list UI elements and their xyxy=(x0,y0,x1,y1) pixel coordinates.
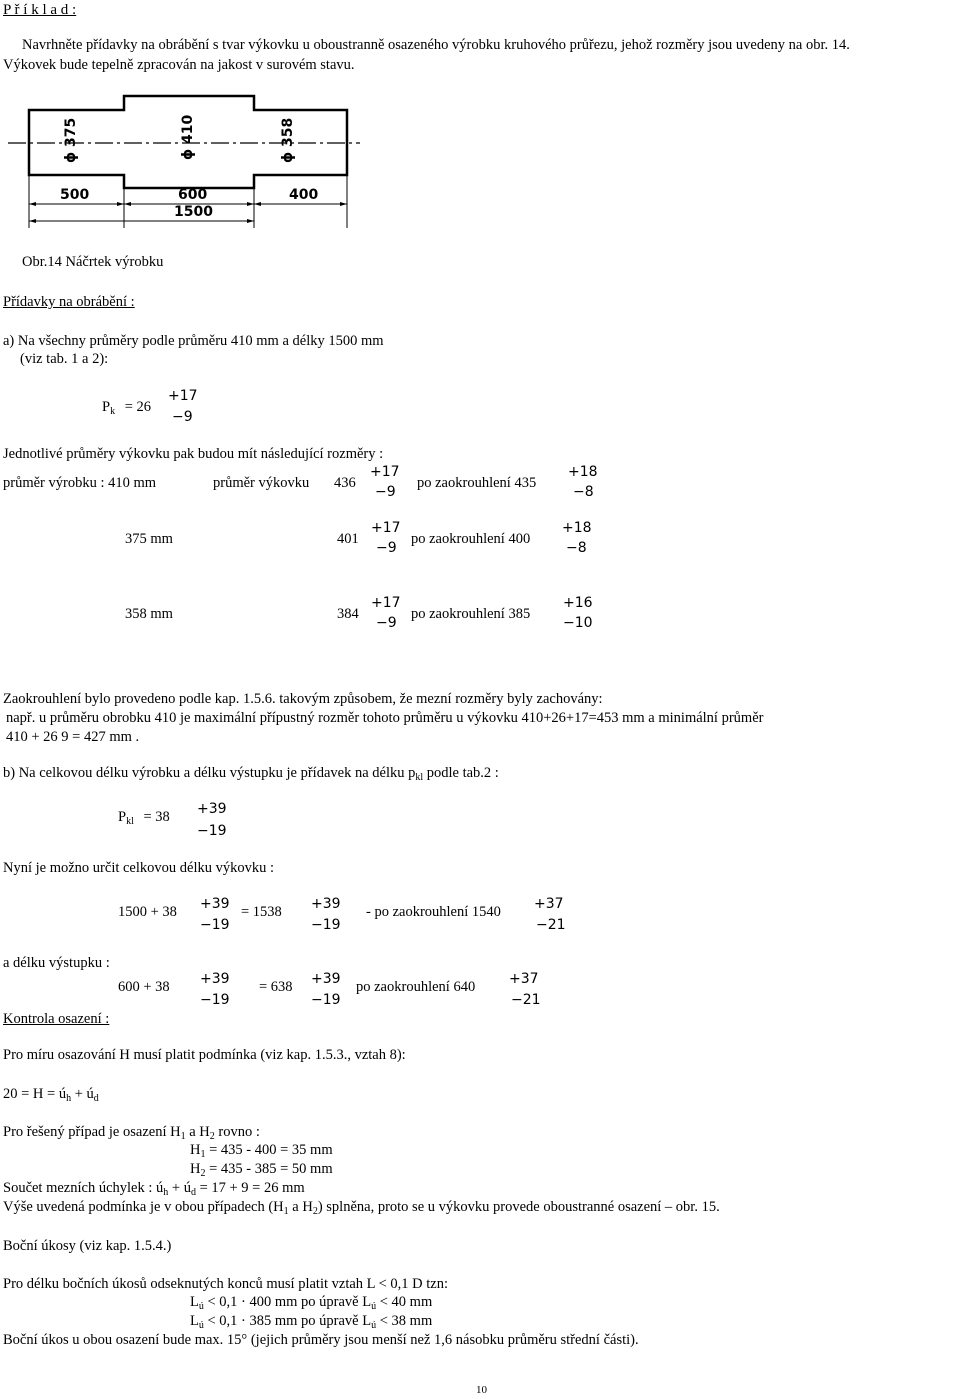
row1-upper-tolerance: +17 xyxy=(370,464,400,480)
check-formula-b: + ú xyxy=(71,1086,94,1102)
length-b-tail: podle tab.2 : xyxy=(423,765,499,781)
part-sketch xyxy=(0,0,960,240)
slope-l1 xyxy=(190,1295,432,1310)
page-number: 10 xyxy=(476,1384,487,1396)
row3-round-lower: −10 xyxy=(563,615,593,631)
total-eq: = 1538 xyxy=(241,904,282,920)
step-round-upper: +37 xyxy=(509,971,539,987)
dia-left-label: ϕ 375 xyxy=(63,117,79,163)
row2-round-lower: −8 xyxy=(566,540,587,556)
row2-round-upper: +18 xyxy=(562,520,592,536)
step-upper-1: +39 xyxy=(200,971,230,987)
sum-a: Součet mezních úchylek : ú xyxy=(3,1180,164,1196)
rounding-note-3: 410 + 26 9 = 427 mm . xyxy=(6,729,140,745)
pk-lower-tolerance: −9 xyxy=(172,409,193,425)
row3-value: 384 xyxy=(337,606,359,622)
row1-round-lower: −8 xyxy=(573,484,594,500)
sum-line xyxy=(3,1181,305,1196)
check-formula-h: h xyxy=(66,1093,72,1104)
len-total-label: 1500 xyxy=(174,204,213,220)
sum-h: h xyxy=(163,1187,169,1198)
case-intro-b: a H xyxy=(185,1124,210,1140)
case-intro-c: rovno : xyxy=(214,1124,260,1140)
h2-calc xyxy=(190,1162,333,1177)
total-lower-2: −19 xyxy=(311,917,341,933)
row3-label: 358 mm xyxy=(125,606,173,622)
step-expr: 600 + 38 xyxy=(118,979,170,995)
l2-b: < 0,1 · 385 mm po úpravě L xyxy=(203,1313,372,1329)
dia-right-label: ϕ 358 xyxy=(280,117,296,163)
dia-mid-label: ϕ 410 xyxy=(180,114,196,160)
l1-sub: ú xyxy=(198,1301,204,1312)
rounding-note-1: Zaokrouhlení bylo provedeno podle kap. 1.5.6. takovým způsobem, že mezní rozměry byly zachovány: xyxy=(3,691,603,707)
example-heading: P ř í k l a d : xyxy=(3,2,77,18)
pkl-symbol: P xyxy=(118,809,127,825)
intro-line-2: Výkovek bude tepelně zpracován na jakost v surovém stavu. xyxy=(3,57,355,73)
figure-caption: Obr.14 Náčrtek výrobku xyxy=(22,254,164,270)
l1-a: L xyxy=(190,1294,199,1310)
pk-upper-tolerance: +17 xyxy=(168,388,198,404)
l2-sub2: ú xyxy=(371,1320,377,1331)
row1-round-upper: +18 xyxy=(568,464,598,480)
row2-upper-tolerance: +17 xyxy=(371,520,401,536)
total-upper-1: +39 xyxy=(200,896,230,912)
l1-c: < 40 mm xyxy=(376,1294,433,1310)
step-lower-2: −19 xyxy=(311,992,341,1008)
total-lower-1: −19 xyxy=(200,917,230,933)
step-intro: a délku výstupku : xyxy=(3,955,110,971)
pk-subscript: k xyxy=(110,406,116,417)
sum-c: = 17 + 9 = 26 mm xyxy=(195,1180,305,1196)
case-intro-a: Pro řešený případ je osazení H xyxy=(3,1124,181,1140)
h1-calc xyxy=(190,1143,333,1158)
h1-symbol: H xyxy=(190,1142,201,1158)
len-right-label: 400 xyxy=(289,187,319,203)
intro-line-1: Navrhněte přídavky na obrábění s tvar výkovku u oboustranně osazeného výrobku kruhového průřezu, jehož rozměry jsou uvedeny na obr. 14. xyxy=(22,37,850,53)
row2-value: 401 xyxy=(337,531,359,547)
pk-formula xyxy=(102,400,151,415)
fulfilled-1: 1 xyxy=(283,1206,289,1217)
row2-rounded: po zaokrouhlení 400 xyxy=(411,531,531,547)
pk-value: = 26 xyxy=(124,399,152,415)
case-intro xyxy=(3,1125,260,1140)
row3-upper-tolerance: +17 xyxy=(371,595,401,611)
pkl-upper-tolerance: +39 xyxy=(197,801,227,817)
allowances-a-line1: a) Na všechny průměry podle průměru 410 mm a délky 1500 mm xyxy=(3,333,384,349)
length-b-text: b) Na celkovou délku výrobku a délku výstupku je přídavek na délku p xyxy=(3,765,416,781)
step-upper-2: +39 xyxy=(311,971,341,987)
fulfilled-line xyxy=(3,1200,720,1215)
length-b-sub: kl xyxy=(415,772,424,783)
slopes-title: Boční úkosy (viz kap. 1.5.4.) xyxy=(3,1238,172,1254)
sum-b: + ú xyxy=(168,1180,191,1196)
allowances-a-line2: (viz tab. 1 a 2): xyxy=(20,351,109,367)
total-intro: Nyní je možno určit celkovou délku výkovku : xyxy=(3,860,275,876)
row1-forging-label: průměr výkovku xyxy=(213,475,310,491)
h1-sub: 1 xyxy=(200,1149,206,1160)
slopes-condition: Pro délku bočních úkosů odseknutých konců musí platit vztah L < 0,1 D tzn: xyxy=(3,1276,448,1292)
row1-value: 436 xyxy=(334,475,356,491)
row2-label: 375 mm xyxy=(125,531,173,547)
total-expr: 1500 + 38 xyxy=(118,904,177,920)
pkl-formula xyxy=(118,810,170,825)
check-title: Kontrola osazení : xyxy=(3,1011,110,1027)
fulfilled-c: ) splněna, proto se u výkovku provede oboustranné osazení – obr. 15. xyxy=(317,1199,720,1215)
slope-l2 xyxy=(190,1314,432,1329)
step-rounded: po zaokrouhlení 640 xyxy=(356,979,476,995)
step-eq: = 638 xyxy=(259,979,293,995)
rounding-note-2: např. u průměru obrobku 410 je maximální přípustný rozměr tohoto průměru u výkovku 410+26+17=453 mm a minimální průměr xyxy=(6,710,764,726)
row3-rounded: po zaokrouhlení 385 xyxy=(411,606,531,622)
l1-b: < 0,1 · 400 mm po úpravě L xyxy=(203,1294,372,1310)
slopes-conclusion: Boční úkos u obou osazení bude max. 15° (jejich průměry jsou menší než 1,6 násobku průměru střední části). xyxy=(3,1332,639,1348)
len-mid-label: 600 xyxy=(178,187,208,203)
l2-sub: ú xyxy=(198,1320,204,1331)
row1-label: průměr výrobku : 410 mm xyxy=(3,475,157,491)
row2-lower-tolerance: −9 xyxy=(376,540,397,556)
check-formula xyxy=(3,1087,99,1102)
pkl-value: = 38 xyxy=(143,809,170,825)
total-rounded: - po zaokrouhlení 1540 xyxy=(366,904,501,920)
total-round-upper: +37 xyxy=(534,896,564,912)
pkl-lower-tolerance: −19 xyxy=(197,823,227,839)
row1-rounded: po zaokrouhlení 435 xyxy=(417,475,537,491)
fulfilled-a: Výše uvedená podmínka je v obou případech (H xyxy=(3,1199,284,1215)
l2-c: < 38 mm xyxy=(376,1313,433,1329)
sum-d: d xyxy=(190,1187,196,1198)
step-round-lower: −21 xyxy=(511,992,541,1008)
h2-symbol: H xyxy=(190,1161,201,1177)
check-formula-a: 20 = H = ú xyxy=(3,1086,67,1102)
row1-lower-tolerance: −9 xyxy=(375,484,396,500)
fulfilled-2: 2 xyxy=(312,1206,318,1217)
step-lower-1: −19 xyxy=(200,992,230,1008)
total-round-lower: −21 xyxy=(536,917,566,933)
check-condition: Pro míru osazování H musí platit podmínka (viz kap. 1.5.3., vztah 8): xyxy=(3,1047,406,1063)
total-upper-2: +39 xyxy=(311,896,341,912)
h2-rest: = 435 - 385 = 50 mm xyxy=(205,1161,333,1177)
fulfilled-b: a H xyxy=(288,1199,313,1215)
h2-sub: 2 xyxy=(200,1168,206,1179)
case-intro-2: 2 xyxy=(209,1131,215,1142)
allowances-title: Přídavky na obrábění : xyxy=(3,294,135,310)
pk-symbol: P xyxy=(102,399,111,415)
forging-intro: Jednotlivé průměry výkovku pak budou mít následující rozměry : xyxy=(3,446,384,462)
length-b-line xyxy=(3,766,499,781)
check-formula-d: d xyxy=(93,1093,99,1104)
l1-sub2: ú xyxy=(371,1301,377,1312)
row3-lower-tolerance: −9 xyxy=(376,615,397,631)
case-intro-1: 1 xyxy=(180,1131,186,1142)
row3-round-upper: +16 xyxy=(563,595,593,611)
l2-a: L xyxy=(190,1313,199,1329)
h1-rest: = 435 - 400 = 35 mm xyxy=(205,1142,333,1158)
pkl-subscript: kl xyxy=(126,816,134,827)
len-left-label: 500 xyxy=(60,187,90,203)
